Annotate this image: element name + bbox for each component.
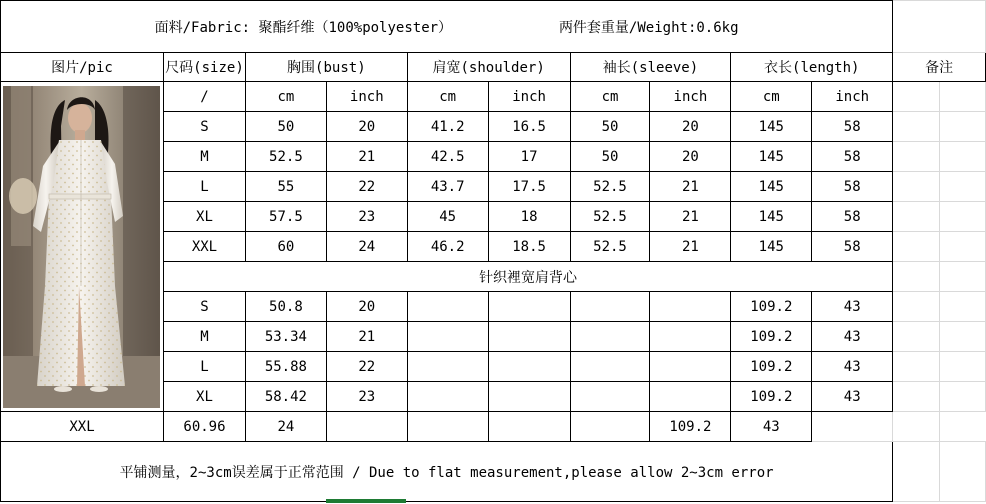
footer-cell[interactable]	[1, 442, 893, 502]
empty-cell[interactable]	[893, 112, 940, 142]
unit-cm[interactable]: cm	[407, 82, 488, 112]
header-shoulder[interactable]: 肩宽(shoulder)	[407, 53, 570, 82]
title-cell[interactable]	[1, 1, 893, 53]
shoulder-cm-cell[interactable]: 45	[407, 202, 488, 232]
sleeve-cm-cell[interactable]: 52.5	[570, 172, 650, 202]
empty-cell[interactable]	[893, 322, 940, 352]
length-cm-cell[interactable]: 145	[731, 142, 812, 172]
length-cm-cell[interactable]: 109.2	[731, 352, 812, 382]
bust-cm-cell[interactable]: 55	[245, 172, 326, 202]
length-inch-cell[interactable]: 43	[812, 322, 893, 352]
empty-cell[interactable]	[940, 82, 986, 112]
sleeve-cm-cell[interactable]: 50	[570, 112, 650, 142]
header-bust[interactable]: 胸围(bust)	[245, 53, 407, 82]
empty-cell[interactable]	[893, 292, 940, 322]
size-cell[interactable]: XXL	[1, 412, 164, 442]
section-title[interactable]: 针织裡宽肩背心	[163, 262, 892, 292]
empty-cell[interactable]	[940, 322, 986, 352]
length-inch-cell[interactable]: 43	[812, 352, 893, 382]
empty-cell[interactable]	[940, 142, 986, 172]
length-cm-cell[interactable]: 109.2	[650, 412, 731, 442]
fabric-text: 面料/Fabric: 聚酯纤维（100%polyester）	[154, 19, 453, 36]
empty-cell[interactable]	[570, 322, 650, 352]
shoulder-cm-cell[interactable]: 42.5	[407, 142, 488, 172]
sleeve-inch-cell[interactable]: 20	[650, 112, 731, 142]
size-cell[interactable]: XL	[163, 202, 245, 232]
empty-cell[interactable]	[812, 412, 893, 442]
bust-inch-cell[interactable]: 20	[326, 292, 407, 322]
bust-cm-cell[interactable]: 50.8	[245, 292, 326, 322]
header-size[interactable]: 尺码(size)	[163, 53, 245, 82]
empty-cell[interactable]	[570, 412, 650, 442]
empty-cell[interactable]	[407, 292, 488, 322]
bust-inch-cell[interactable]: 21	[326, 322, 407, 352]
empty-cell[interactable]	[893, 352, 940, 382]
empty-cell[interactable]	[940, 352, 986, 382]
length-cm-cell[interactable]: 145	[731, 232, 812, 262]
empty-cell[interactable]	[940, 232, 986, 262]
length-cm-cell[interactable]: 145	[731, 202, 812, 232]
empty-cell[interactable]	[407, 322, 488, 352]
length-cm-cell[interactable]: 145	[731, 172, 812, 202]
length-inch-cell[interactable]: 58	[812, 232, 893, 262]
empty-cell[interactable]	[940, 292, 986, 322]
bust-cm-cell[interactable]: 58.42	[245, 382, 326, 412]
empty-cell[interactable]	[650, 382, 731, 412]
empty-cell[interactable]	[940, 442, 986, 502]
bust-inch-cell[interactable]: 24	[245, 412, 326, 442]
sleeve-inch-cell[interactable]: 21	[650, 202, 731, 232]
weight-text: 两件套重量/Weight:0.6kg	[558, 19, 739, 36]
empty-cell[interactable]	[893, 202, 940, 232]
sleeve-cm-cell[interactable]: 52.5	[570, 232, 650, 262]
bust-inch-cell[interactable]: 23	[326, 202, 407, 232]
empty-cell[interactable]	[488, 352, 570, 382]
empty-cell[interactable]	[893, 412, 940, 442]
length-cm-cell[interactable]: 109.2	[731, 382, 812, 412]
size-cell[interactable]: S	[163, 292, 245, 322]
bust-inch-cell[interactable]: 20	[326, 112, 407, 142]
bust-cm-cell[interactable]: 57.5	[245, 202, 326, 232]
bust-inch-cell[interactable]: 24	[326, 232, 407, 262]
bust-inch-cell[interactable]: 23	[326, 382, 407, 412]
empty-cell[interactable]	[940, 172, 986, 202]
bust-cm-cell[interactable]: 50	[245, 112, 326, 142]
length-inch-cell[interactable]: 58	[812, 112, 893, 142]
size-cell[interactable]: L	[163, 352, 245, 382]
empty-cell[interactable]	[570, 292, 650, 322]
unit-cm[interactable]: cm	[245, 82, 326, 112]
bust-cm-cell[interactable]: 60	[245, 232, 326, 262]
shoulder-inch-cell[interactable]: 17.5	[488, 172, 570, 202]
length-inch-cell[interactable]: 58	[812, 142, 893, 172]
sleeve-cm-cell[interactable]: 52.5	[570, 202, 650, 232]
length-inch-cell[interactable]: 58	[812, 202, 893, 232]
shoulder-inch-cell[interactable]: 16.5	[488, 112, 570, 142]
bust-inch-cell[interactable]: 22	[326, 352, 407, 382]
empty-cell[interactable]	[893, 232, 940, 262]
product-photo-cell[interactable]	[1, 82, 164, 412]
empty-cell[interactable]	[940, 112, 986, 142]
empty-cell[interactable]	[893, 82, 940, 112]
sleeve-inch-cell[interactable]: 20	[650, 142, 731, 172]
header-note[interactable]: 备注	[893, 53, 986, 82]
shoulder-cm-cell[interactable]: 41.2	[407, 112, 488, 142]
unit-inch[interactable]: inch	[812, 82, 893, 112]
length-inch-cell[interactable]: 43	[731, 412, 812, 442]
empty-cell[interactable]	[407, 382, 488, 412]
sleeve-inch-cell[interactable]: 21	[650, 172, 731, 202]
length-cm-cell[interactable]: 109.2	[731, 292, 812, 322]
size-cell[interactable]: XXL	[163, 232, 245, 262]
size-cell[interactable]: M	[163, 322, 245, 352]
empty-cell[interactable]	[570, 382, 650, 412]
bust-cm-cell[interactable]: 60.96	[163, 412, 245, 442]
empty-cell[interactable]	[940, 262, 986, 292]
empty-cell[interactable]	[940, 202, 986, 232]
empty-cell[interactable]	[893, 442, 940, 502]
header-sleeve[interactable]: 袖长(sleeve)	[570, 53, 731, 82]
empty-cell[interactable]	[893, 142, 940, 172]
size-cell[interactable]: S	[163, 112, 245, 142]
unit-inch[interactable]: inch	[326, 82, 407, 112]
bust-inch-cell[interactable]: 22	[326, 172, 407, 202]
empty-cell[interactable]	[488, 382, 570, 412]
empty-cell[interactable]	[407, 352, 488, 382]
empty-cell[interactable]	[650, 322, 731, 352]
bust-cm-cell[interactable]: 55.88	[245, 352, 326, 382]
empty-cell[interactable]	[893, 382, 940, 412]
bust-cm-cell[interactable]: 53.34	[245, 322, 326, 352]
header-length[interactable]: 衣长(length)	[731, 53, 893, 82]
bust-cm-cell[interactable]: 52.5	[245, 142, 326, 172]
shoulder-cm-cell[interactable]: 43.7	[407, 172, 488, 202]
shoulder-inch-cell[interactable]: 18.5	[488, 232, 570, 262]
cell-selection-indicator	[326, 499, 406, 503]
shoulder-inch-cell[interactable]: 18	[488, 202, 570, 232]
measurement-note: 平铺测量，2~3cm误差属于正常范围 / Due to flat measurement,please allow 2~3cm error	[119, 464, 774, 481]
shoulder-cm-cell[interactable]: 46.2	[407, 232, 488, 262]
length-cm-cell[interactable]: 145	[731, 112, 812, 142]
sleeve-cm-cell[interactable]: 50	[570, 142, 650, 172]
unit-slash[interactable]: /	[163, 82, 245, 112]
empty-cell[interactable]	[488, 292, 570, 322]
empty-cell[interactable]	[407, 412, 488, 442]
unit-cm[interactable]: cm	[731, 82, 812, 112]
length-inch-cell[interactable]: 43	[812, 382, 893, 412]
length-inch-cell[interactable]: 58	[812, 172, 893, 202]
unit-cm[interactable]: cm	[570, 82, 650, 112]
header-pic[interactable]: 图片/pic	[1, 53, 164, 82]
product-photo	[3, 86, 160, 408]
empty-cell[interactable]	[893, 1, 986, 53]
unit-inch[interactable]: inch	[488, 82, 570, 112]
empty-cell[interactable]	[488, 412, 570, 442]
empty-cell[interactable]	[940, 382, 986, 412]
unit-inch[interactable]: inch	[650, 82, 731, 112]
sleeve-inch-cell[interactable]: 21	[650, 232, 731, 262]
length-cm-cell[interactable]: 109.2	[731, 322, 812, 352]
empty-cell[interactable]	[650, 292, 731, 322]
empty-cell[interactable]	[488, 322, 570, 352]
bust-inch-cell[interactable]: 21	[326, 142, 407, 172]
size-cell[interactable]: XL	[163, 382, 245, 412]
empty-cell[interactable]	[570, 352, 650, 382]
empty-cell[interactable]	[650, 352, 731, 382]
empty-cell[interactable]	[893, 172, 940, 202]
length-inch-cell[interactable]: 43	[812, 292, 893, 322]
size-cell[interactable]: M	[163, 142, 245, 172]
shoulder-inch-cell[interactable]: 17	[488, 142, 570, 172]
size-cell[interactable]: L	[163, 172, 245, 202]
empty-cell[interactable]	[326, 412, 407, 442]
empty-cell[interactable]	[893, 262, 940, 292]
